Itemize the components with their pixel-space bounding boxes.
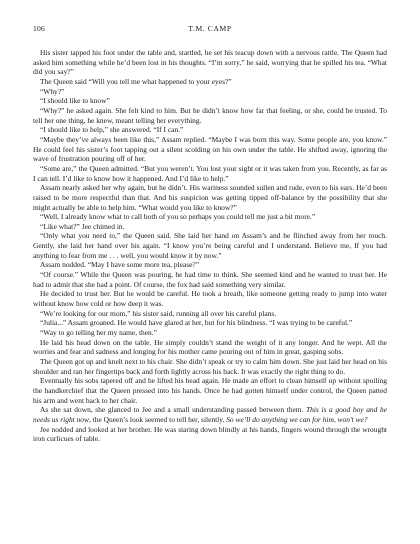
text-run: His sister tapped his foot under the table and, startled, he set his teacup down with a nervous rattle. The Queen had asked him something while he’d been lost in his thoughts. “I’m sorry,” he said, worrying that he spilled his tea. “What did you say?” xyxy=(33,48,387,77)
text-run: , the Queen’s look seemed to tell her, silently. xyxy=(89,414,227,424)
text-run: Eventually his sobs tapered off and he lifted his head again. He made an effort to clean himself up without spoiling the handkerchief that the Queen pressed into his hands. Once he had gotten himself under control, the Queen patted his arm and went back to her chair. xyxy=(33,376,387,405)
paragraph xyxy=(33,77,387,87)
paragraph xyxy=(33,106,387,125)
text-run: He laid his head down on the table. He simply couldn’t stand the weight of it any longer. And he wept. All the worries and fear and sadness and longing for his mother came pouring out of him in great, gasping sobs. xyxy=(33,337,387,357)
italic-text: This is a good boy and he needs us right now xyxy=(33,405,387,424)
text-run: As she sat down, she glanced to Jee and a small understanding passed between them. xyxy=(40,405,307,415)
text-run: “Like what?” Jee chimed in. xyxy=(40,221,125,231)
paragraph xyxy=(33,135,387,164)
paragraph xyxy=(33,183,387,212)
running-title: T.M. CAMP xyxy=(188,24,232,33)
paragraph xyxy=(33,357,387,376)
text-run: Assam nodded. “May I have some more tea, please?” xyxy=(40,260,200,270)
paragraph xyxy=(33,212,387,222)
paragraph xyxy=(33,231,387,260)
paragraph xyxy=(33,309,387,319)
paragraph xyxy=(33,328,387,338)
text-run: “Why?” xyxy=(40,86,65,96)
text-run: “Why?” he asked again. She felt kind to him. But he didn’t know how far that feeling, or she, could be trusted. To tell her one thing, he knew, meant telling her everything. xyxy=(33,105,387,125)
paragraph xyxy=(33,318,387,328)
text-run: The Queen said “Will you tell me what happened to your eyes?” xyxy=(40,76,232,86)
text-run: He decided to trust her. But he would be careful. He took a breath, like someone getting ready to jump into water without know how cold or how deep it was. xyxy=(33,289,387,309)
paragraph xyxy=(33,338,387,357)
paragraph xyxy=(33,376,387,405)
paragraph xyxy=(33,260,387,270)
text-run: “Some are,” the Queen admitted. “But you weren’t. You lost your sight or it was taken from you. Recently, as far as I can tell. I’d like to know how it happened. And I’d like to help.” xyxy=(33,163,387,183)
book-page xyxy=(33,24,387,444)
body-text xyxy=(33,48,387,444)
paragraph xyxy=(33,87,387,97)
paragraph xyxy=(33,164,387,183)
text-run: The Queen got up and knelt next to his chair. She didn’t speak or try to calm him down. She just laid her head on his shoulder and ran her fingertips back and forth lightly across his back. It was exactly the right thing to do. xyxy=(33,357,387,376)
text-run: “Only what you need to,” the Queen said. She laid her hand on Assam’s and he flinched away from her touch. Gently, she laid her hand over his again. “I know you’re being careful and I understand. Believe me, If you had anything to fear from me . . . well, you would know it by now.” xyxy=(33,231,387,260)
page-header xyxy=(33,24,387,38)
paragraph xyxy=(33,96,387,106)
paragraph xyxy=(33,425,387,444)
text-run: “I should like to know” xyxy=(40,96,110,106)
text-run: “Way to go telling her my name, then.” xyxy=(40,328,157,338)
paragraph xyxy=(33,405,387,424)
paragraph xyxy=(33,222,387,232)
text-run: Assam nearly asked her why again, but he didn’t. His wariness sounded sullen and rude, even to his ears. He’d been raised to be more respectful than that. And his suspicion was getting tipped off-balance by the possibility that she might actually be able to help him. “What would you like to know?” xyxy=(33,183,387,212)
page-number: 106 xyxy=(33,24,45,33)
text-run: “Julia...” Assam groaned. He would have glared at her, but for his blindness. “I was trying to be careful.” xyxy=(40,318,353,328)
paragraph xyxy=(33,125,387,135)
paragraph xyxy=(33,289,387,308)
text-run: “Maybe they’ve always been like this,” Assam replied. “Maybe I was born this way. Some people are, you know.” He could feel his sister’s foot tapping out a silent scolding on his own under the table. He shifted away, ignoring the wave of frustration pouring off of her. xyxy=(33,134,387,164)
text-run: “Of course.” While the Queen was pouring, he had time to think. She seemed kind and he wanted to trust her. He had to admit that she had a point. Of course, the fox had said something very similar. xyxy=(33,270,387,289)
paragraph xyxy=(33,270,387,289)
text-run: “We’re looking for our mom,” his sister said, running all over his careful plans. xyxy=(40,308,277,318)
paragraph xyxy=(33,48,387,77)
italic-text: So we’ll do anything we can for him, won’t we? xyxy=(226,414,368,424)
text-run: Jee nodded and looked at her brother. He was staring down blindly at his hands, fingers wound through the wrought iron curlicues of table. xyxy=(33,424,387,444)
text-run: “I should like to help,” she answered. “If I can.” xyxy=(40,125,184,135)
text-run: “Well, I already know what to call both of you so perhaps you could tell me just a bit more.” xyxy=(40,212,316,222)
